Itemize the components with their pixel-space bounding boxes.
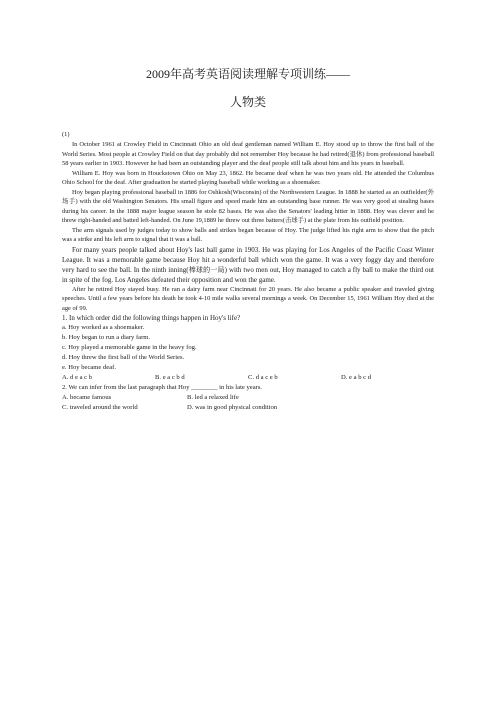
question-2-options-row-2 (62, 403, 434, 413)
question-1-option-d: D. e a b c d (341, 374, 372, 381)
question-2-option-a: A. became famous (62, 394, 112, 401)
question-1-stem: 1. In which order did the following things happen in Hoy's life? (62, 314, 241, 322)
question-1-item-e: e. Hoy became deaf. (62, 364, 117, 371)
question-1 (62, 313, 434, 383)
question-1-options (62, 373, 434, 383)
question-1-option-b: B. e a c b d (155, 374, 185, 381)
question-2-option-c: C. traveled around the world (62, 404, 138, 411)
document-subtitle: 人物类 (229, 95, 266, 109)
section-label: (1) (62, 131, 70, 138)
question-2-option-b: B. led a relaxed life (187, 394, 239, 401)
question-1-option-c: C. d a c e b (248, 374, 278, 381)
paragraph-1: In October 1961 at Crowley Field in Cincinnati Ohio an old deaf gentleman named William E. Hoy stood up to throw the first ball of the World Series. Most people at Crowley Field on that day probably did not remember Hoy because he had retired(退休) from professional baseball 58 years earlier in 1903. However he had been an outstanding player and the deaf people still talk about him and his years in baseball. (62, 141, 434, 167)
question-1-item-d: d. Hoy threw the first ball of the World Series. (62, 354, 185, 361)
paragraph-6: After he retired Hoy stayed busy. He ran a dairy farm near Cincinnati for 20 years. He also became a public speaker and traveled giving speeches. Until a few years before his death he took 4-10 mile walks several mornings a week. On December 15, 1961 William Hoy died at the age of 99. (62, 285, 434, 312)
question-2-option-d: D. was in good physical condition (187, 404, 278, 411)
question-2-stem: 2. We can infer from the last paragraph that Hoy ________ in his late years. (62, 384, 263, 391)
question-2-options-row-1 (62, 393, 434, 403)
paragraph-4: The arm signals used by judges today to show balls and strikes began because of Hoy. The judge lifted his right arm to show that the pitch was a strike and his left arm to signal that it was a ball. (62, 226, 434, 243)
question-1-option-a: A. d e a c b (62, 374, 93, 381)
paragraph-2: William E. Hoy was born in Houckstown Ohio on May 23, 1862. He became deaf when he was two years old. He attended the Columbus Ohio School for the deaf. After graduation he started playing baseball while working as a shoemaker. (62, 169, 434, 186)
paragraph-5: For many years people talked about Hoy's last ball game in 1903. He was playing for Los Angeles of the Pacific Coast Winter League. It was a memorable game because Hoy hit a wonderful ball which won the game. It was a very foggy day and therefore very hard to see the ball. In the ninth inning(棒球的一局) with two men out, Hoy managed to catch a fly ball to make the third out in spite of the fog. Los Angeles defeated their opposition and won the game. (62, 245, 434, 284)
question-1-item-b: b. Hoy began to run a diary farm. (62, 334, 151, 341)
paragraph-3: Hoy began playing professional baseball in 1886 for Oshkosh(Wisconsin) of the Northwestern League. In 1888 he started as an outfielder(外场手) with the old Washington Senators. His small figure and speed made him an outstanding base runner. He was very good at stealing bases during his career. In the 1888 major league season he stole 82 bases. He was also the Senators' leading hitter in 1888. Hoy was clever and he threw right-handed and batted left-handed. On June 19,1889 he threw out three batters(击球手) at the plate from his outfield position. (62, 188, 434, 224)
question-2 (62, 383, 434, 413)
document-page (62, 66, 434, 413)
question-1-item-c: c. Hoy played a memorable game in the heavy fog. (62, 344, 197, 351)
question-1-item-a: a. Hoy worked as a shoemaker. (62, 324, 145, 331)
document-title: 2009年高考英语阅读理解专项训练—— (145, 67, 350, 81)
